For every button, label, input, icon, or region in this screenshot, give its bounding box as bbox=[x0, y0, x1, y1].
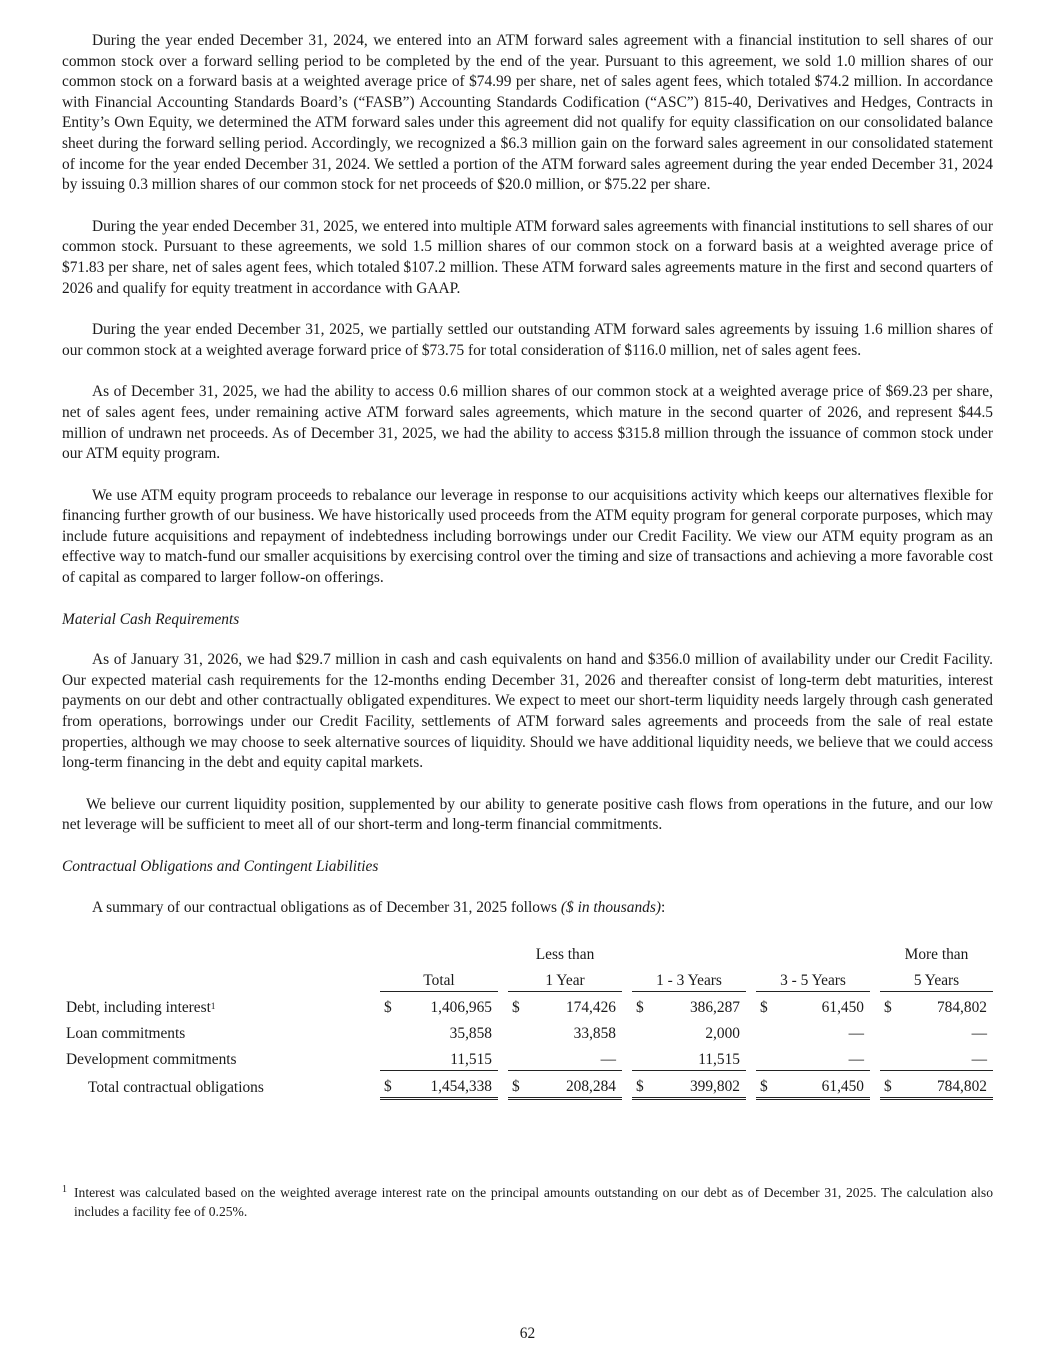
table-header-row-top bbox=[62, 939, 993, 965]
header-top-3-5years bbox=[756, 939, 870, 965]
currency-symbol: $ bbox=[880, 1071, 900, 1099]
cell-value: 11,515 bbox=[652, 1044, 746, 1071]
section-heading-contractual: Contractual Obligations and Contingent Liabilities bbox=[62, 858, 379, 875]
header-top-5years: More than bbox=[904, 945, 969, 963]
cell-value: 386,287 bbox=[689, 998, 740, 1016]
header-3-5years: 3 - 5 Years bbox=[756, 965, 870, 992]
footnote-text: Interest was calculated based on the weighted average interest rate on the principal amounts outstanding on our debt as of December 31, 2025. The calculation also includes a facility fee of 0.25%. bbox=[74, 1185, 993, 1219]
footnote-mark: 1 bbox=[62, 1184, 67, 1195]
table-header-row-bottom bbox=[62, 965, 993, 992]
row-label-loan: Loan commitments bbox=[66, 1024, 186, 1042]
header-1year: 1 Year bbox=[508, 965, 622, 992]
table-intro-colon: : bbox=[660, 898, 666, 916]
footnote bbox=[62, 1183, 993, 1221]
currency-symbol: $ bbox=[384, 998, 392, 1016]
cell-value: 61,450 bbox=[821, 998, 864, 1016]
cell-value: — bbox=[900, 1044, 993, 1071]
row-label-debt: Debt, including interest$^1$ bbox=[66, 998, 216, 1016]
currency-symbol: $ bbox=[884, 998, 892, 1016]
cell-value: — bbox=[971, 1024, 987, 1042]
total-value: 784,802 bbox=[900, 1071, 993, 1099]
header-5years: 5 Years bbox=[880, 965, 993, 992]
paragraph-liquidity-position: We believe our current liquidity position, supplemented by our ability to generate positive cash flows from operations in the future, and our low net leverage will be sufficient to meet all of our short-term and long-term financial commitments. bbox=[62, 795, 993, 834]
contractual-obligations-table bbox=[62, 939, 993, 1100]
row-label-development: Development commitments bbox=[66, 1051, 237, 1069]
cell-value: — bbox=[528, 1044, 622, 1071]
total-value: 61,450 bbox=[776, 1071, 870, 1099]
total-value: 399,802 bbox=[652, 1071, 746, 1099]
currency-symbol: $ bbox=[380, 1071, 400, 1099]
paragraph-atm-access: As of December 31, 2025, we had the ability to access 0.6 million shares of our common stock at a weighted average price of $69.23 per share, net of sales agent fees, under remaining active ATM forward sales agreements, which mature in the second quarter of 2026, and represent $44.5 million of undrawn net proceeds. As of December 31, 2025, we had the ability to access $315.8 million through the issuance of common stock under our ATM equity program. bbox=[62, 383, 993, 463]
header-1-3years: 1 - 3 Years bbox=[632, 965, 746, 992]
paragraph-atm-2025-agreements: During the year ended December 31, 2025, we entered into multiple ATM forward sales agreements with financial institutions to sell shares of our common stock. Pursuant to these agreements, we sold 1.5 million shares of our common stock on a forward basis at a weighted average price of $71.83 per share, net of sales agent fees, which totaled $107.2 million. These ATM forward sales agreements mature in the first and second quarters of 2026 and qualify for equity treatment in accordance with GAAP. bbox=[62, 217, 993, 297]
document-body bbox=[62, 31, 993, 1100]
header-top-1year: Less than bbox=[535, 945, 595, 963]
table-row bbox=[62, 1018, 993, 1044]
cell-value: — bbox=[776, 1044, 870, 1071]
cell-value: 11,515 bbox=[400, 1044, 498, 1071]
table-intro-text: A summary of our contractual obligations as of December 31, 2025 follows bbox=[92, 898, 558, 916]
paragraph-atm-use: We use ATM equity program proceeds to rebalance our leverage in response to our acquisitions activity which keeps our alternatives flexible for financing further growth of our business. We have historically used proceeds from the ATM equity program for general corporate purposes, which may include future acquisitions and repayment of indebtedness including borrowings under our Credit Facility. We view our ATM equity program as an effective way to match-fund our smaller acquisitions by exercising control over the timing and size of transactions and achieving a more favorable cost of capital as compared to larger follow-on offerings. bbox=[62, 486, 993, 587]
currency-symbol: $ bbox=[632, 1071, 652, 1099]
paragraph-liquidity: As of January 31, 2026, we had $29.7 million in cash and cash equivalents on hand and $356.0 million of availability under our Credit Facility. Our expected material cash requirements for the 12-months ending December 31, 2026 and thereafter consist of long-term debt maturities, interest payments on our debt and other contractually obligated expenditures. We expect to meet our short-term liquidity needs largely through cash generated from operations, borrowings under our Credit Facility, settlements of ATM forward sales agreements and proceeds from the sale of real estate properties, although we may choose to seek alternative sources of liquidity. Should we have additional liquidity needs, we believe that we could access long-term financing in the debt and equity capital markets. bbox=[62, 651, 993, 772]
cell-value: 174,426 bbox=[565, 998, 616, 1016]
header-top-1-3years bbox=[632, 939, 746, 965]
paragraph-atm-2024: During the year ended December 31, 2024, we entered into an ATM forward sales agreement with a financial institution to sell shares of our common stock over a forward selling period to be completed by the end of the year. Pursuant to this agreement, we sold 1.0 million shares of our common stock on a forward basis at a weighted average price of $74.99 per share, net of sales agent fees, which totaled $74.2 million. In accordance with Financial Accounting Standards Board’s (“FASB”) Accounting Standards Codification (“ASC”) 815-40, Derivatives and Hedges, Contracts in Entity’s Own Equity, we determined the ATM forward sales under this agreement did not qualify for equity classification on our consolidated balance sheet during the forward selling period. Accordingly, we recognized a $6.3 million gain on the forward sales agreement in our consolidated statement of income for the year ended December 31, 2024. We settled a portion of the ATM forward sales agreement during the year ended December 31, 2024 by issuing 0.3 million shares of our common stock for net proceeds of $20.0 million, or $75.22 per share. bbox=[62, 32, 993, 194]
cell-value: 2,000 bbox=[705, 1024, 740, 1042]
table-intro bbox=[62, 898, 993, 919]
header-total: Total bbox=[380, 965, 498, 992]
table-unit-note: ($ in thousands) bbox=[560, 898, 661, 916]
header-top-total bbox=[380, 939, 498, 965]
total-value: 208,284 bbox=[528, 1071, 622, 1099]
table-row bbox=[62, 992, 993, 1019]
total-value: 1,454,338 bbox=[400, 1071, 498, 1099]
cell-value: — bbox=[848, 1024, 864, 1042]
cell-value: 35,858 bbox=[449, 1024, 492, 1042]
paragraph-atm-2025-settlement: During the year ended December 31, 2025, we partially settled our outstanding ATM forward sales agreements by issuing 1.6 million shares of our common stock at a weighted average forward price of $73.75 for total consideration of $116.0 million, net of sales agent fees. bbox=[62, 321, 993, 359]
table-total-row bbox=[62, 1071, 993, 1099]
footnote-ref: 1 bbox=[210, 1000, 216, 1011]
cell-value: 33,858 bbox=[573, 1024, 616, 1042]
currency-symbol: $ bbox=[756, 1071, 776, 1099]
section-heading-material-cash: Material Cash Requirements bbox=[62, 610, 240, 628]
row-label-total: Total contractual obligations bbox=[88, 1079, 264, 1097]
table-row bbox=[62, 1044, 993, 1071]
currency-symbol: $ bbox=[512, 998, 520, 1016]
cell-value: 784,802 bbox=[936, 998, 987, 1016]
currency-symbol: $ bbox=[508, 1071, 528, 1099]
cell-value: 1,406,965 bbox=[430, 998, 492, 1016]
currency-symbol: $ bbox=[636, 998, 644, 1016]
page-number: 62 bbox=[519, 1325, 536, 1342]
currency-symbol: $ bbox=[760, 998, 768, 1016]
